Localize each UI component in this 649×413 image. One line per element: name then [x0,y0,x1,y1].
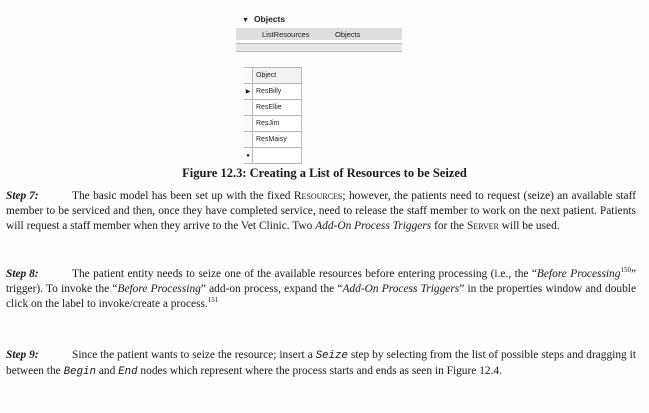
end-code: End [118,366,138,379]
objects-header[interactable] [242,14,285,24]
footnote-ref: 150 [620,266,631,275]
row-selector[interactable] [244,68,253,84]
step-label: Step 8: [6,268,39,280]
step-label: Step 7: [6,190,39,202]
tab-bar [236,28,402,40]
figure-caption: Figure 12.3: Creating a List of Resources to be Seized [182,166,467,180]
new-row-icon[interactable]: ● [244,148,253,164]
toolbar-strip [236,43,402,52]
row-selector[interactable] [244,116,253,132]
before-processing-term: Before Processing [117,283,201,296]
table-row[interactable] [244,84,302,100]
tab-objects[interactable]: Objects [335,30,361,39]
footnote-ref: 151 [207,296,219,305]
cell-empty[interactable] [253,148,302,164]
objects-panel [230,10,405,158]
begin-code: Begin [63,366,96,379]
tab-listresources[interactable]: ListResources [262,30,310,39]
resources-term: Resources [293,190,343,202]
table-row[interactable] [244,116,302,132]
step-text: Since the patient wants to seize the resource; insert a Seize step by selecting from the list of possible steps and dragging it between the Begin and End nodes which represent where the process starts and ends as seen in Figure 12.4. [6,349,636,379]
table-row[interactable] [244,132,302,148]
step-text: The patient entity needs to seize one of the available resources before entering processing (i.e., the “Before Processing$^{150}$” trigger). To invoke the “Before Processing” add-on process, expand the “Add-On Process Triggers” in the properties window and double click on the label to invoke/create a process.$^{151}$ [6,266,637,311]
chevron-down-icon[interactable]: ▼ [242,17,249,24]
step-7 [6,189,636,235]
step-label: Step 9: [6,349,39,361]
cell-resource[interactable]: ResBilly [253,84,302,100]
objects-title: Objects [253,14,286,24]
column-header-object[interactable]: Object [253,68,302,84]
cell-resource[interactable]: ResMaisy [253,132,302,148]
seize-code: Seize [315,350,348,362]
resource-list-grid [244,67,302,164]
table-row[interactable] [244,100,302,116]
cell-resource[interactable]: ResJim [253,116,302,132]
before-processing-term: Before Processing [536,268,621,280]
triggers-term: Add-On Process Triggers [315,220,432,233]
step-8 [6,267,636,313]
new-row[interactable] [244,148,302,164]
cell-resource[interactable]: ResEllie [253,100,302,116]
table-header-row [244,68,302,84]
triggers-term: Add-On Process Triggers [342,283,460,296]
server-term: Server [466,220,499,233]
current-row-arrow-icon[interactable]: ▶ [244,84,253,100]
step-9 [6,348,636,380]
row-selector[interactable] [244,100,253,116]
row-selector[interactable] [244,132,253,148]
step-text: The basic model has been set up with the fixed Resources; however, the patients need to request (seize) an available staff member to be serviced and then, once they have completed service, need to release the staff member to work on the next patient. Patients will request a staff member when they arrive to the Vet Clinic. Two Add-On Process Triggers for the Server will be used. [6,190,636,233]
